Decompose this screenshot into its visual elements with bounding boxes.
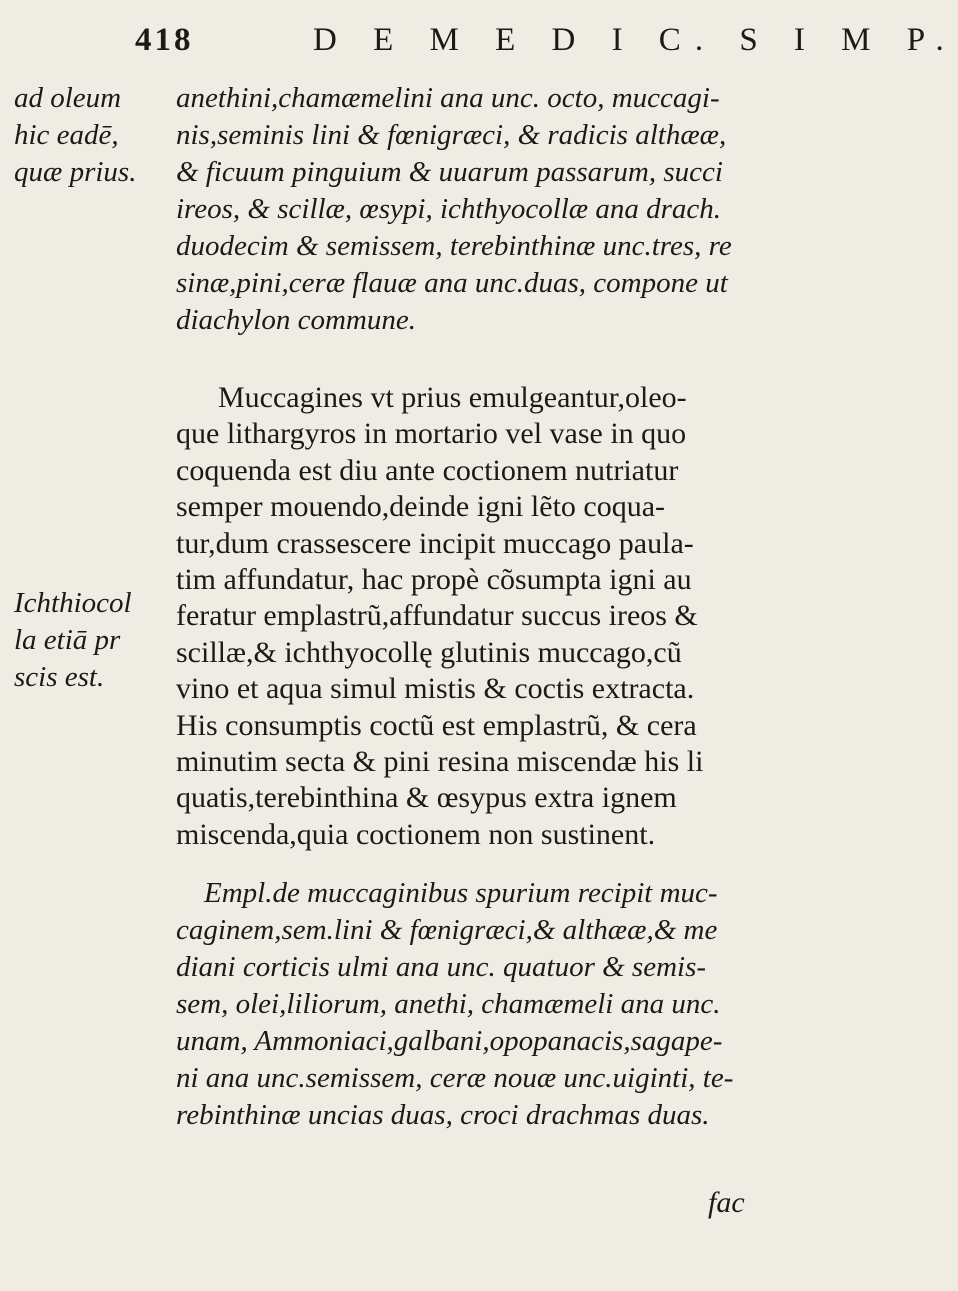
text-line: duodecim & semissem, terebinthinæ unc.tres, re <box>176 230 732 262</box>
text-line: & ficuum pinguium & uuarum passarum, succi <box>176 156 723 188</box>
text-line: scillæ,& ichthyocollę glutinis muccago,cũ <box>176 635 682 669</box>
text-line: Muccagines vt prius emulgeantur,oleo- <box>218 381 687 414</box>
text-line: que lithargyros in mortario vel vase in quo <box>176 417 687 451</box>
catchword: fac <box>708 1186 745 1219</box>
text-line: coquenda est diu ante coctionem nutriatur <box>176 453 679 487</box>
margin-note-line: scis est. <box>14 661 105 693</box>
recipe-continuation <box>176 80 776 339</box>
text-line: caginem,sem.lini & fœnigræci,& althææ,& me <box>176 914 718 946</box>
margin-note-line: hic eadē, <box>14 119 119 151</box>
instructions-paragraph <box>176 380 776 853</box>
text-line: miscenda,quia coctionem non sustinent. <box>176 817 656 851</box>
page-number: 418 <box>135 22 194 58</box>
text-line: tur,dum crassescere incipit muccago paula- <box>176 526 694 560</box>
text-line: ni ana unc.semissem, ceræ nouæ unc.uiginti, te- <box>176 1062 734 1094</box>
page-header <box>135 22 958 66</box>
text-line: diani corticis ulmi ana unc. quatuor & semis- <box>176 951 707 983</box>
text-line: semper mouendo,deinde igni lẽto coqua- <box>176 490 666 524</box>
running-head: D E M E D I C. S I M P. <box>313 22 958 58</box>
text-line: feratur emplastrũ,affundatur succus ireos & <box>176 599 698 633</box>
text-line: rebinthinæ uncias duas, croci drachmas duas. <box>176 1099 710 1131</box>
margin-note-line: ad oleum <box>14 82 122 114</box>
text-line: Empl.de muccaginibus spurium recipit muc- <box>204 877 718 909</box>
second-recipe <box>176 875 776 1134</box>
margin-note-oleum <box>14 80 184 191</box>
text-line: quatis,terebinthina & œsypus extra ignem <box>176 781 677 815</box>
text-line: His consumptis coctũ est emplastrũ, & cera <box>176 708 697 742</box>
text-line: sem, olei,liliorum, anethi, chamæmeli ana unc. <box>176 988 721 1020</box>
margin-note-ichthyocolla <box>14 585 184 696</box>
text-line: sinæ,pini,ceræ flauæ ana unc.duas, compone ut <box>176 267 728 299</box>
text-line: unam, Ammoniaci,galbani,opopanacis,sagape- <box>176 1025 723 1057</box>
text-line: anethini,chamæmelini ana unc. octo, muccagi- <box>176 82 720 114</box>
margin-note-line: Ichthiocol <box>14 587 132 619</box>
text-line: vino et aqua simul mistis & coctis extracta. <box>176 672 695 706</box>
text-line: minutim secta & pini resina miscendæ his li <box>176 745 704 779</box>
text-line: nis,seminis lini & fœnigræci, & radicis althææ, <box>176 119 727 151</box>
text-line: ireos, & scillæ, œsypi, ichthyocollæ ana drach. <box>176 193 722 225</box>
margin-note-line: la etiā pr <box>14 624 121 656</box>
text-line: tim affundatur, hac propè cõsumpta igni au <box>176 563 692 597</box>
text-line: diachylon commune. <box>176 304 416 336</box>
margin-note-line: quæ prius. <box>14 156 137 188</box>
